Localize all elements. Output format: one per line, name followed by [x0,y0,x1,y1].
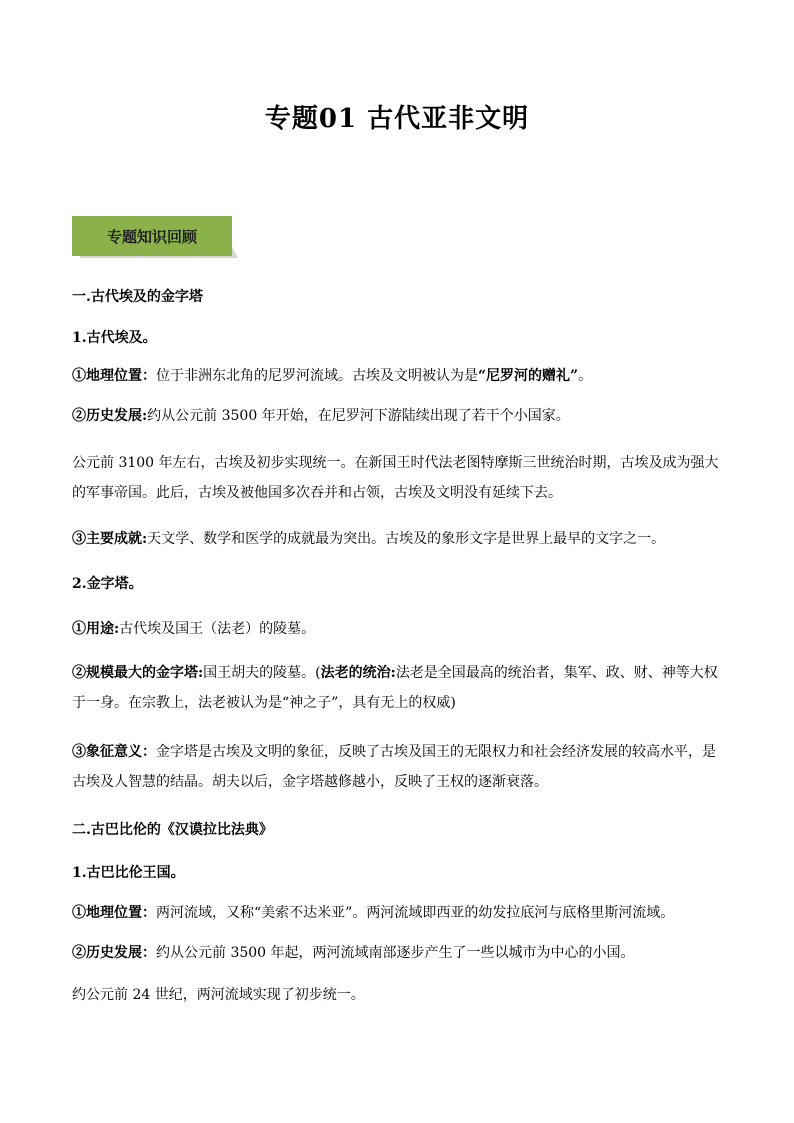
paragraph-babylon-geo [72,903,722,923]
text: 天文学、数学和医学的成就最为突出。古埃及的象形文字是世界上最早的文字之一。 [147,531,666,547]
label: ③主要成就: [72,531,148,547]
subsection-heading-egypt: 1.古代埃及。 [72,330,157,346]
label: ①用途: [72,621,120,637]
paragraph-egypt-history-2: 公元前 3100 年左右，古埃及初步实现统一。在新国王时代法老图特摩斯三世统治时期，古埃及成为强大的军事帝国。此后，古埃及被他国多次吞并和占领，古埃及文明没有延续下去。 [72,455,719,501]
text: 古代埃及国王（法老）的陵墓。 [119,621,316,637]
quote: “尼罗河的赠礼” [478,368,579,384]
label: ②历史发展： [72,945,156,961]
paragraph-pyramid-use [72,619,722,639]
section-badge-label: 专题知识回顾 [72,216,232,256]
text-tail: 。 [578,368,593,384]
paragraph-egypt-history [72,406,722,426]
subsection-heading-babylon: 1.古巴比伦王国。 [72,865,185,881]
paragraph-pyramid-largest [72,658,722,718]
text: 两河流域，又称“美索不达米亚”。两河流域即西亚的幼发拉底河与底格里斯河流域。 [156,905,675,921]
text: 约从公元前 3500 年起，两河流域南部逐步产生了一些以城市为中心的小国。 [156,945,635,961]
paragraph-egypt-geo [72,366,722,386]
section-heading-1: 一.古代埃及的金字塔 [72,289,203,305]
paragraph-egypt-achievements [72,529,722,549]
text: 国王胡夫的陵墓。( [203,665,321,681]
label: ②规模最大的金字塔: [72,665,204,681]
section-badge [72,216,248,258]
text: 金字塔是古埃及文明的象征，反映了古埃及国王的无限权力和社会经济发展的较高水平，是古埃及人智慧的结晶。胡夫以后，金字塔越修越小，反映了王权的逐渐衰落。 [72,744,716,790]
label: ②历史发展: [72,408,148,424]
paragraph-babylon-history [72,943,722,963]
paragraph-babylon-history-2: 约公元前 24 世纪，两河流域实现了初步统一。 [72,987,365,1003]
label: ③象征意义： [72,744,156,760]
paragraph-pyramid-symbol [72,737,722,797]
label: ①地理位置： [72,368,156,384]
text: 约从公元前 3500 年开始，在尼罗河下游陆续出现了若干个小国家。 [147,408,570,424]
label: ①地理位置： [72,905,156,921]
text-pharaoh-rule: 法老是全国最高的统治者，集军、政、财、神等大权于一身。在宗教上，法老被认为是“神之子”，具有无上的权威) [72,665,718,711]
page-title: 专题01 古代亚非文明 [264,104,530,134]
subsection-heading-pyramid: 2.金字塔。 [72,576,143,592]
label-pharaoh-rule: 法老的统治: [320,665,396,681]
section-heading-2: 二.古巴比伦的《汉谟拉比法典》 [72,822,273,838]
text: 位于非洲东北角的尼罗河流域。古埃及文明被认为是 [156,368,478,384]
